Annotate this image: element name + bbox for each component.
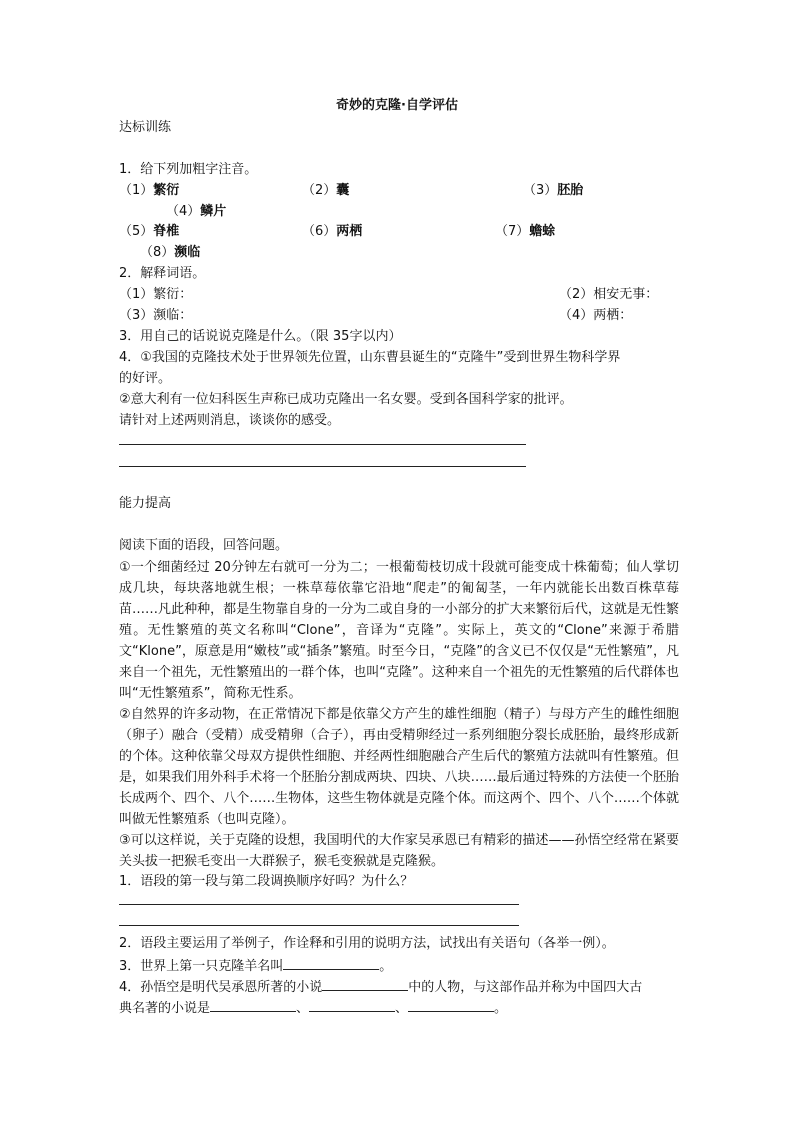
question-2-prompt: 2．解释词语。 bbox=[119, 266, 206, 281]
answer-blank[interactable] bbox=[210, 997, 296, 1012]
define-item-3: （3）濒临： bbox=[119, 308, 193, 323]
question-4-line-3: ②意大利有一位妇科医生声称已成功克隆出一名女婴。受到各国科学家的批评。 bbox=[119, 392, 573, 407]
section-heading-practice: 达标训练 bbox=[119, 120, 172, 135]
pinyin-item-6: （6）两栖 bbox=[302, 224, 363, 239]
pinyin-item-8: （8）濒临 bbox=[140, 245, 201, 260]
define-item-1: （1）繁衍： bbox=[119, 287, 193, 302]
reading-question-4-line-1: 4．孙悟空是明代吴承恩所著的小说 中的人物，与这部作品并称为中国四大古 bbox=[119, 976, 642, 998]
pinyin-item-1: （1）繁衍 bbox=[119, 183, 180, 198]
question-4-line-1: 4．①我国的克隆技术处于世界领先位置，山东曹县诞生的“克隆牛”受到世界生物科学界 bbox=[119, 350, 621, 365]
answer-blank[interactable] bbox=[408, 997, 494, 1012]
section-heading-improve: 能力提高 bbox=[119, 496, 172, 511]
pinyin-item-3: （3）胚胎 bbox=[523, 183, 584, 198]
define-item-2: （2）相安无事： bbox=[559, 287, 659, 302]
answer-blank[interactable] bbox=[283, 955, 379, 970]
reading-question-2: 2．语段主要运用了举例子，作诠释和引用的说明方法，试找出有关语句（各举一例）。 bbox=[119, 936, 615, 951]
pinyin-item-5: （5）脊椎 bbox=[119, 224, 180, 239]
define-item-4: （4）两栖： bbox=[559, 308, 633, 323]
question-1-prompt: 1．给下列加粗字注音。 bbox=[119, 162, 258, 177]
question-3: 3．用自己的话说说克隆是什么。（限 35字以内） bbox=[119, 329, 402, 344]
answer-line[interactable] bbox=[119, 466, 526, 467]
page-title: 奇妙的克隆·自学评估 bbox=[336, 98, 458, 113]
question-4-line-2: 的好评。 bbox=[119, 371, 172, 386]
answer-line[interactable] bbox=[119, 444, 526, 445]
passage-paragraph-3: ③可以这样说，关于克隆的设想，我国明代的大作家吴承恩已有精彩的描述——孙悟空经常在紧要关头拔一把猴毛变出一大群猴子，猴毛变猴就是克隆猴。 bbox=[119, 833, 679, 869]
answer-line[interactable] bbox=[119, 904, 519, 905]
passage-paragraph-2: ②自然界的许多动物，在正常情况下都是依靠父方产生的雄性细胞（精子）与母方产生的雌性细胞（卵子）融合（受精）成受精卵（合子），再由受精卵经过一系列细胞分裂长成胚胎，最终形成新的个体。这种依靠父母双方提供性细胞、并经两性细胞融合产生后代的繁殖方法就叫有性繁殖。但是，如果我们用外科手术将一个胚胎分割成两块、四块、八块……最后通过特殊的方法使一个胚胎长成两个、四个、八个……生物体，这些生物体就是克隆个体。而这两个、四个、八个……个体就叫做无性繁殖系（也叫克隆）。 bbox=[119, 707, 679, 827]
answer-blank[interactable] bbox=[309, 997, 395, 1012]
reading-question-4-line-2: 典名著的小说是 、 、 。 bbox=[119, 997, 507, 1019]
pinyin-item-2: （2）囊 bbox=[302, 183, 350, 198]
answer-line[interactable] bbox=[119, 925, 519, 926]
answer-blank[interactable] bbox=[322, 976, 408, 991]
reading-intro: 阅读下面的语段，回答问题。 bbox=[119, 538, 289, 553]
passage-paragraph-1: ①一个细菌经过 20分钟左右就可一分为二；一根葡萄枝切成十段就可能变成十株葡萄；仙人掌切成几块，每块落地就生根；一株草莓依靠它沿地“爬走”的匍匐茎，一年内就能长出数百株草莓苗……凡此种种，都是生物靠自身的一分为二或自身的一小部分的扩大来繁衍后代，这就是无性繁殖。无性繁殖的英文名称叫“Clone”，音译为“克隆”。实际上，英文的“Clone”来源于希腊文“Klone”，原意是用“嫩枝”或“插条”繁殖。时至今日，“克隆”的含义已不仅仅是“无性繁殖”，凡来自一个祖先，无性繁殖出的一群个体，也叫“克隆”。这种来自一个祖先的无性繁殖的后代群体也叫“无性繁殖系”，简称无性系。 bbox=[119, 560, 679, 701]
reading-question-1: 1．语段的第一段与第二段调换顺序好吗？为什么？ bbox=[119, 874, 414, 889]
pinyin-item-4: （4）鳞片 bbox=[166, 204, 227, 219]
reading-question-3: 3．世界上第一只克隆羊名叫 。 bbox=[119, 955, 392, 977]
question-4-line-4: 请针对上述两则消息，谈谈你的感受。 bbox=[119, 413, 341, 428]
pinyin-item-7: （7）蟾蜍 bbox=[495, 224, 556, 239]
